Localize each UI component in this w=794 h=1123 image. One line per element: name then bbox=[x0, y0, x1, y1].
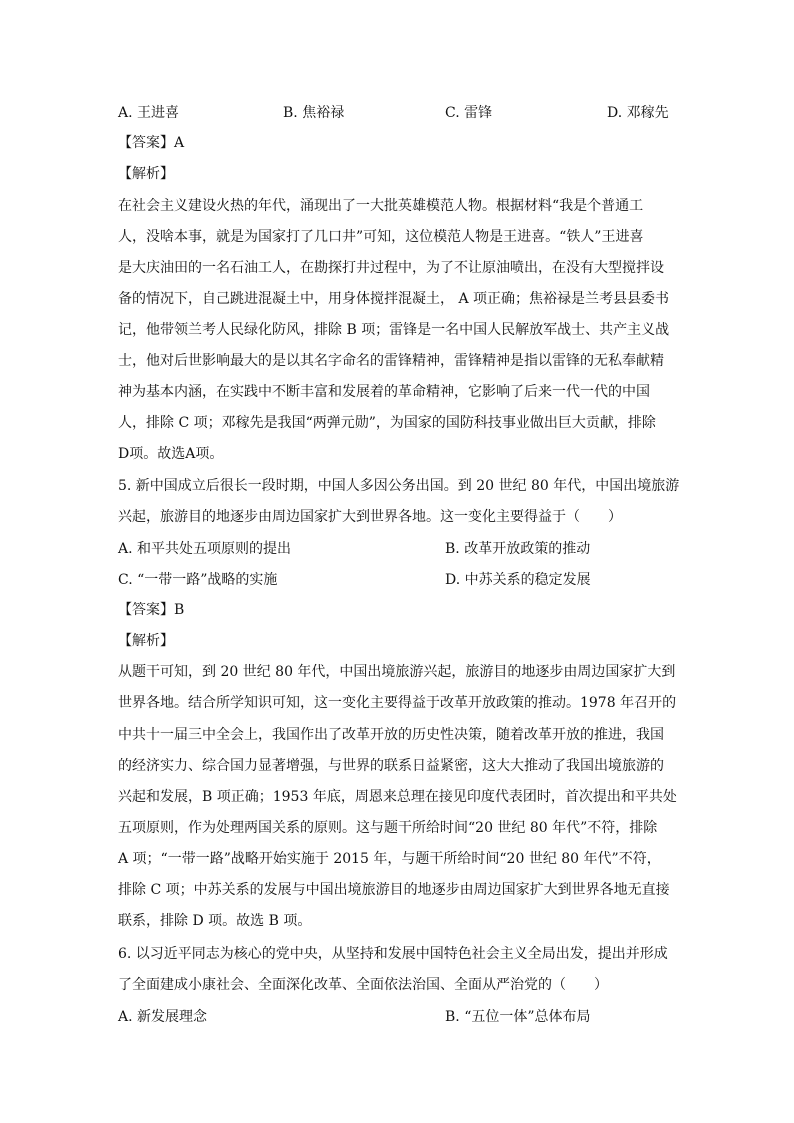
q6-option-b: B. “五位一体”总体布局 bbox=[445, 1009, 591, 1025]
q6-stem-line: 了全面建成小康社会、全面深化改革、全面依法治国、全面从严治党的（ ） bbox=[118, 977, 608, 993]
q4-analysis-line: 备的情况下，自己跳进混凝土中，用身体搅拌混凝土， A 项正确；焦裕禄是兰考县县委书 bbox=[118, 291, 670, 307]
q4-analysis-line: 士，他对后世影响最大的是以其名字命名的雷锋精神，雷锋精神是指以雷锋的无私奉献精 bbox=[118, 353, 664, 369]
q4-option-a: A. 王进喜 bbox=[118, 105, 180, 121]
q5-analysis-line: 联系，排除 D 项。故选 B 项。 bbox=[118, 913, 312, 929]
q5-option-b: B. 改革开放政策的推动 bbox=[445, 541, 591, 557]
q5-stem-line: 兴起，旅游目的地逐步由周边国家扩大到世界各地。这一变化主要得益于（ ） bbox=[118, 509, 622, 525]
q5-analysis-line: 兴起和发展，B 项正确；1953 年底，周恩来总理在接见印度代表团时，首次提出和平共处 bbox=[118, 789, 677, 805]
q5-analysis-line: 五项原则，作为处理两国关系的原则。这与题干所给时间“20 世纪 80 年代”不符，排除 bbox=[118, 820, 658, 836]
q4-analysis-line: 神为基本内涵，在实践中不断丰富和发展着的革命精神，它影响了后来一代一代的中国 bbox=[118, 384, 650, 400]
q5-analysis-line: 的经济实力、综合国力显著增强，与世界的联系日益紧密，这大大推动了我国出境旅游的 bbox=[118, 758, 664, 774]
q5-analysis-line: A 项；“一带一路”战略开始实施于 2015 年，与题干所给时间“20 世纪 80 年代”不符， bbox=[118, 851, 661, 867]
q5-option-a: A. 和平共处五项原则的提出 bbox=[118, 541, 292, 557]
q5-analysis-line: 世界各地。结合所学知识可知，这一变化主要得益于改革开放政策的推动。1978 年召开的 bbox=[118, 695, 677, 711]
q4-analysis-line: 记，他带领兰考人民绿化防风，排除 B 项；雷锋是一名中国人民解放军战士、共产主义战 bbox=[118, 322, 670, 338]
q5-option-d: D. 中苏关系的稳定发展 bbox=[445, 572, 591, 588]
q5-analysis-line: 排除 C 项；中苏关系的发展与中国出境旅游目的地逐步由周边国家扩大到世界各地无直接 bbox=[118, 882, 670, 898]
q4-analysis-label: 【解析】 bbox=[118, 166, 174, 182]
q5-analysis-line: 从题干可知，到 20 世纪 80 年代，中国出境旅游兴起，旅游目的地逐步由周边国家扩大到 bbox=[118, 664, 676, 680]
q6-option-a: A. 新发展理念 bbox=[118, 1009, 208, 1025]
q4-option-c: C. 雷锋 bbox=[445, 105, 493, 121]
q4-analysis-line: 是大庆油田的一名石油工人，在勘探打井过程中，为了不让原油喷出，在没有大型搅拌设 bbox=[118, 260, 664, 276]
q4-analysis-line: 在社会主义建设火热的年代，涌现出了一大批英雄模范人物。根据材料“我是个普通工 bbox=[118, 198, 644, 214]
q4-option-b: B. 焦裕禄 bbox=[283, 105, 345, 121]
q6-stem-line: 6. 以习近平同志为核心的党中央，从坚持和发展中国特色社会主义全局出发，提出并形成 bbox=[118, 946, 668, 962]
q5-answer: 【答案】B bbox=[118, 602, 185, 618]
q4-option-d: D. 邓稼先 bbox=[607, 105, 669, 121]
q5-stem-line: 5. 新中国成立后很长一段时期，中国人多因公务出国。到 20 世纪 80 年代，中国出境旅游 bbox=[118, 478, 680, 494]
q4-analysis-line: 人，没啥本事，就是为国家打了几口井”可知，这位模范人物是王进喜。“铁人”王进喜 bbox=[118, 229, 644, 245]
q4-analysis-line: 人，排除 C 项；邓稼先是我国“两弹元勋”，为国家的国防科技事业做出巨大贡献，排除 bbox=[118, 415, 656, 431]
q5-option-c: C. “一带一路”战略的实施 bbox=[118, 572, 278, 588]
q4-answer: 【答案】A bbox=[118, 135, 185, 151]
q4-analysis-line: D项。故选A项。 bbox=[118, 446, 224, 462]
q5-analysis-label: 【解析】 bbox=[118, 633, 174, 649]
q5-analysis-line: 中共十一届三中全会上，我国作出了改革开放的历史性决策，随着改革开放的推进，我国 bbox=[118, 727, 664, 743]
